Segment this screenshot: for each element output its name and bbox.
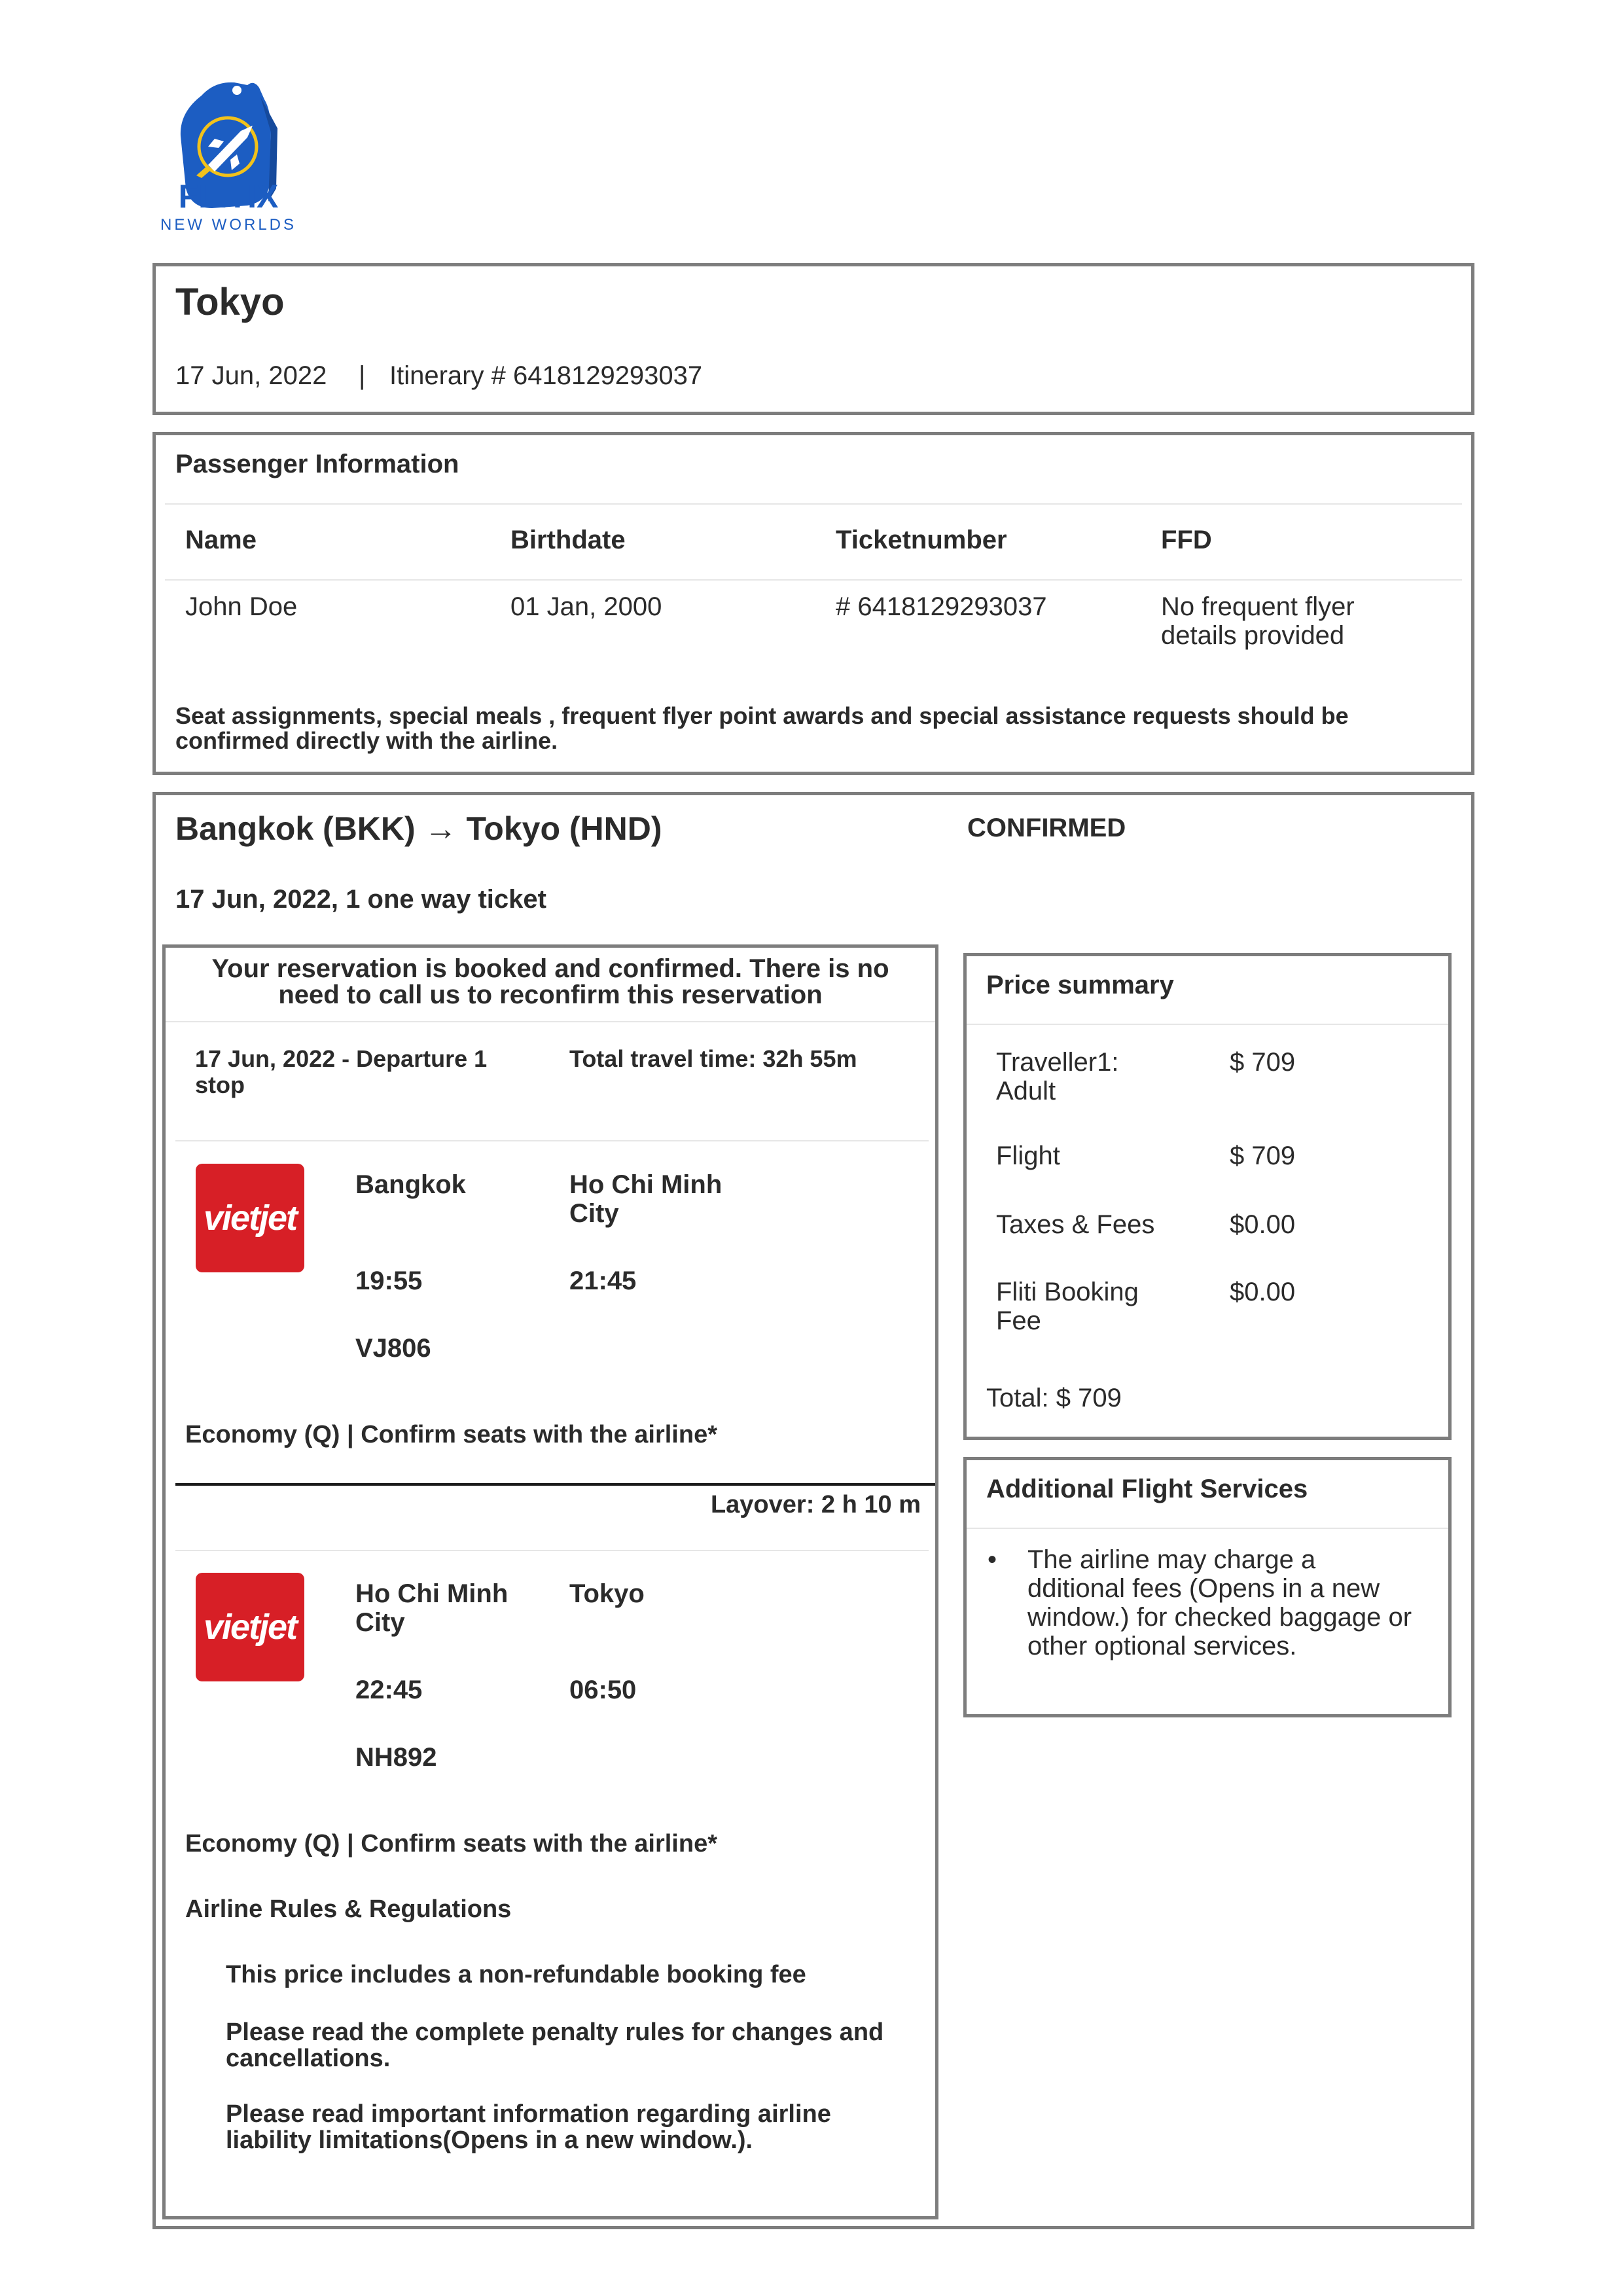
segment-2-cabin: Economy (Q) | Confirm seats with the airline*	[185, 1830, 717, 1857]
rules-item-penalty-link[interactable]	[226, 2019, 883, 2072]
confirmation-line: Your reservation is booked and confirmed. There is no	[211, 954, 889, 983]
trip-header-box	[152, 263, 1474, 415]
divider	[967, 1024, 1448, 1025]
segment-2-departure-time: 22:45	[355, 1676, 423, 1704]
rules-item-booking-fee[interactable]: This price includes a non-refundable booking fee	[226, 1961, 806, 1988]
divider	[967, 1528, 1448, 1529]
passenger-ffd	[1161, 592, 1355, 650]
origin-line: Bangkok	[355, 1170, 466, 1199]
price-value-traveller: $ 709	[1230, 1048, 1296, 1077]
note-line: Seat assignments, special meals , frequent flyer point awards and special assistance requests should be	[175, 702, 1349, 729]
origin-line: Ho Chi Minh	[355, 1579, 508, 1608]
rules-line: liability limitations(Opens in a new window.).	[226, 2126, 753, 2154]
vietjet-logo-text: vietjet	[203, 1607, 297, 1647]
ffd-line: details provided	[1161, 621, 1345, 650]
segment-1-flight-number: VJ806	[355, 1334, 431, 1363]
column-header-ticketnumber: Ticketnumber	[836, 526, 1007, 554]
rules-line: Please read the complete penalty rules for changes and	[226, 2018, 884, 2046]
itinerary-box	[162, 944, 938, 2219]
passenger-ticket-number: # 6418129293037	[836, 592, 1047, 621]
divider	[175, 1550, 929, 1551]
price-label-taxes: Taxes & Fees	[996, 1210, 1155, 1239]
origin-line: City	[355, 1608, 405, 1637]
column-header-ffd: FFD	[1161, 526, 1212, 554]
trip-destination: Tokyo	[175, 281, 285, 323]
passenger-name: John Doe	[185, 592, 298, 621]
column-header-name: Name	[185, 526, 257, 554]
segment-1-arrival-time: 21:45	[569, 1266, 637, 1295]
segment-1-cabin: Economy (Q) | Confirm seats with the airline*	[185, 1421, 717, 1448]
services-line: The airline may charge a	[1027, 1545, 1316, 1574]
price-label-line: Traveller1:	[996, 1048, 1119, 1077]
brand-name: FLITIX	[178, 178, 279, 215]
vietjet-logo	[196, 1573, 304, 1681]
additional-services-box	[963, 1457, 1452, 1717]
services-line: dditional fees (Opens in a new	[1027, 1574, 1380, 1603]
segment-1-origin	[355, 1170, 466, 1199]
divider	[165, 579, 1462, 581]
departure-info	[195, 1046, 487, 1098]
price-summary-title: Price summary	[986, 971, 1174, 999]
route-title: Bangkok (BKK) → Tokyo (HND)	[175, 810, 662, 847]
total-travel-time: Total travel time: 32h 55m	[569, 1045, 857, 1072]
brand-tagline: NEW WORLDS	[160, 216, 296, 234]
segment-2-origin	[355, 1579, 508, 1637]
price-label-line: Adult	[996, 1077, 1056, 1105]
passenger-section-title: Passenger Information	[175, 450, 459, 478]
price-total: Total: $ 709	[986, 1384, 1122, 1412]
divider	[175, 1140, 929, 1141]
trip-separator: |	[359, 361, 366, 390]
price-label-traveller	[996, 1048, 1118, 1105]
price-value-taxes: $0.00	[1230, 1210, 1296, 1239]
passenger-birthdate: 01 Jan, 2000	[510, 592, 662, 621]
vietjet-logo	[196, 1164, 304, 1272]
rules-line: cancellations.	[226, 2045, 391, 2072]
price-label-line: Fee	[996, 1306, 1041, 1335]
confirmation-message	[166, 956, 935, 1008]
passenger-note	[175, 704, 1349, 753]
departure-line: stop	[195, 1071, 245, 1098]
services-bullet: •	[988, 1545, 997, 1574]
departure-line: 17 Jun, 2022 - Departure 1	[195, 1045, 488, 1072]
price-label-booking-fee	[996, 1278, 1139, 1335]
rules-title: Airline Rules & Regulations	[185, 1895, 512, 1923]
segment-2-destination	[569, 1579, 645, 1608]
price-label-flight: Flight	[996, 1141, 1060, 1170]
price-value-booking-fee: $0.00	[1230, 1278, 1296, 1306]
rules-item-liability-link[interactable]	[226, 2101, 831, 2153]
services-title: Additional Flight Services	[986, 1475, 1308, 1503]
layover-divider	[175, 1483, 935, 1486]
services-line: window.) for checked baggage or	[1027, 1603, 1412, 1632]
destination-line: City	[569, 1199, 619, 1228]
divider	[166, 1021, 935, 1022]
services-text[interactable]	[1027, 1545, 1412, 1660]
segment-2-flight-number: NH892	[355, 1743, 437, 1772]
note-line: confirmed directly with the airline.	[175, 727, 558, 754]
layover-duration: Layover: 2 h 10 m	[710, 1491, 921, 1518]
passenger-info-box	[152, 432, 1474, 775]
segment-2-arrival-time: 06:50	[569, 1676, 637, 1704]
segment-1-departure-time: 19:55	[355, 1266, 423, 1295]
trip-date: 17 Jun, 2022	[175, 361, 327, 390]
price-summary-box	[963, 953, 1452, 1440]
services-line: other optional services.	[1027, 1632, 1297, 1660]
confirmation-line: need to call us to reconfirm this reservation	[278, 980, 823, 1009]
segment-1-destination	[569, 1170, 722, 1228]
destination-line: Ho Chi Minh	[569, 1170, 722, 1199]
price-value-flight: $ 709	[1230, 1141, 1296, 1170]
price-label-line: Fliti Booking	[996, 1278, 1139, 1306]
ffd-line: No frequent flyer	[1161, 592, 1355, 621]
trip-subtitle: 17 Jun, 2022, 1 one way ticket	[175, 885, 546, 914]
booking-status: CONFIRMED	[967, 814, 1126, 842]
destination-line: Tokyo	[569, 1579, 645, 1608]
rules-line: Please read important information regarding airline	[226, 2100, 831, 2128]
vietjet-logo-text: vietjet	[203, 1198, 297, 1238]
itinerary-number: Itinerary # 6418129293037	[389, 361, 703, 390]
divider	[165, 503, 1462, 505]
column-header-birthdate: Birthdate	[510, 526, 626, 554]
